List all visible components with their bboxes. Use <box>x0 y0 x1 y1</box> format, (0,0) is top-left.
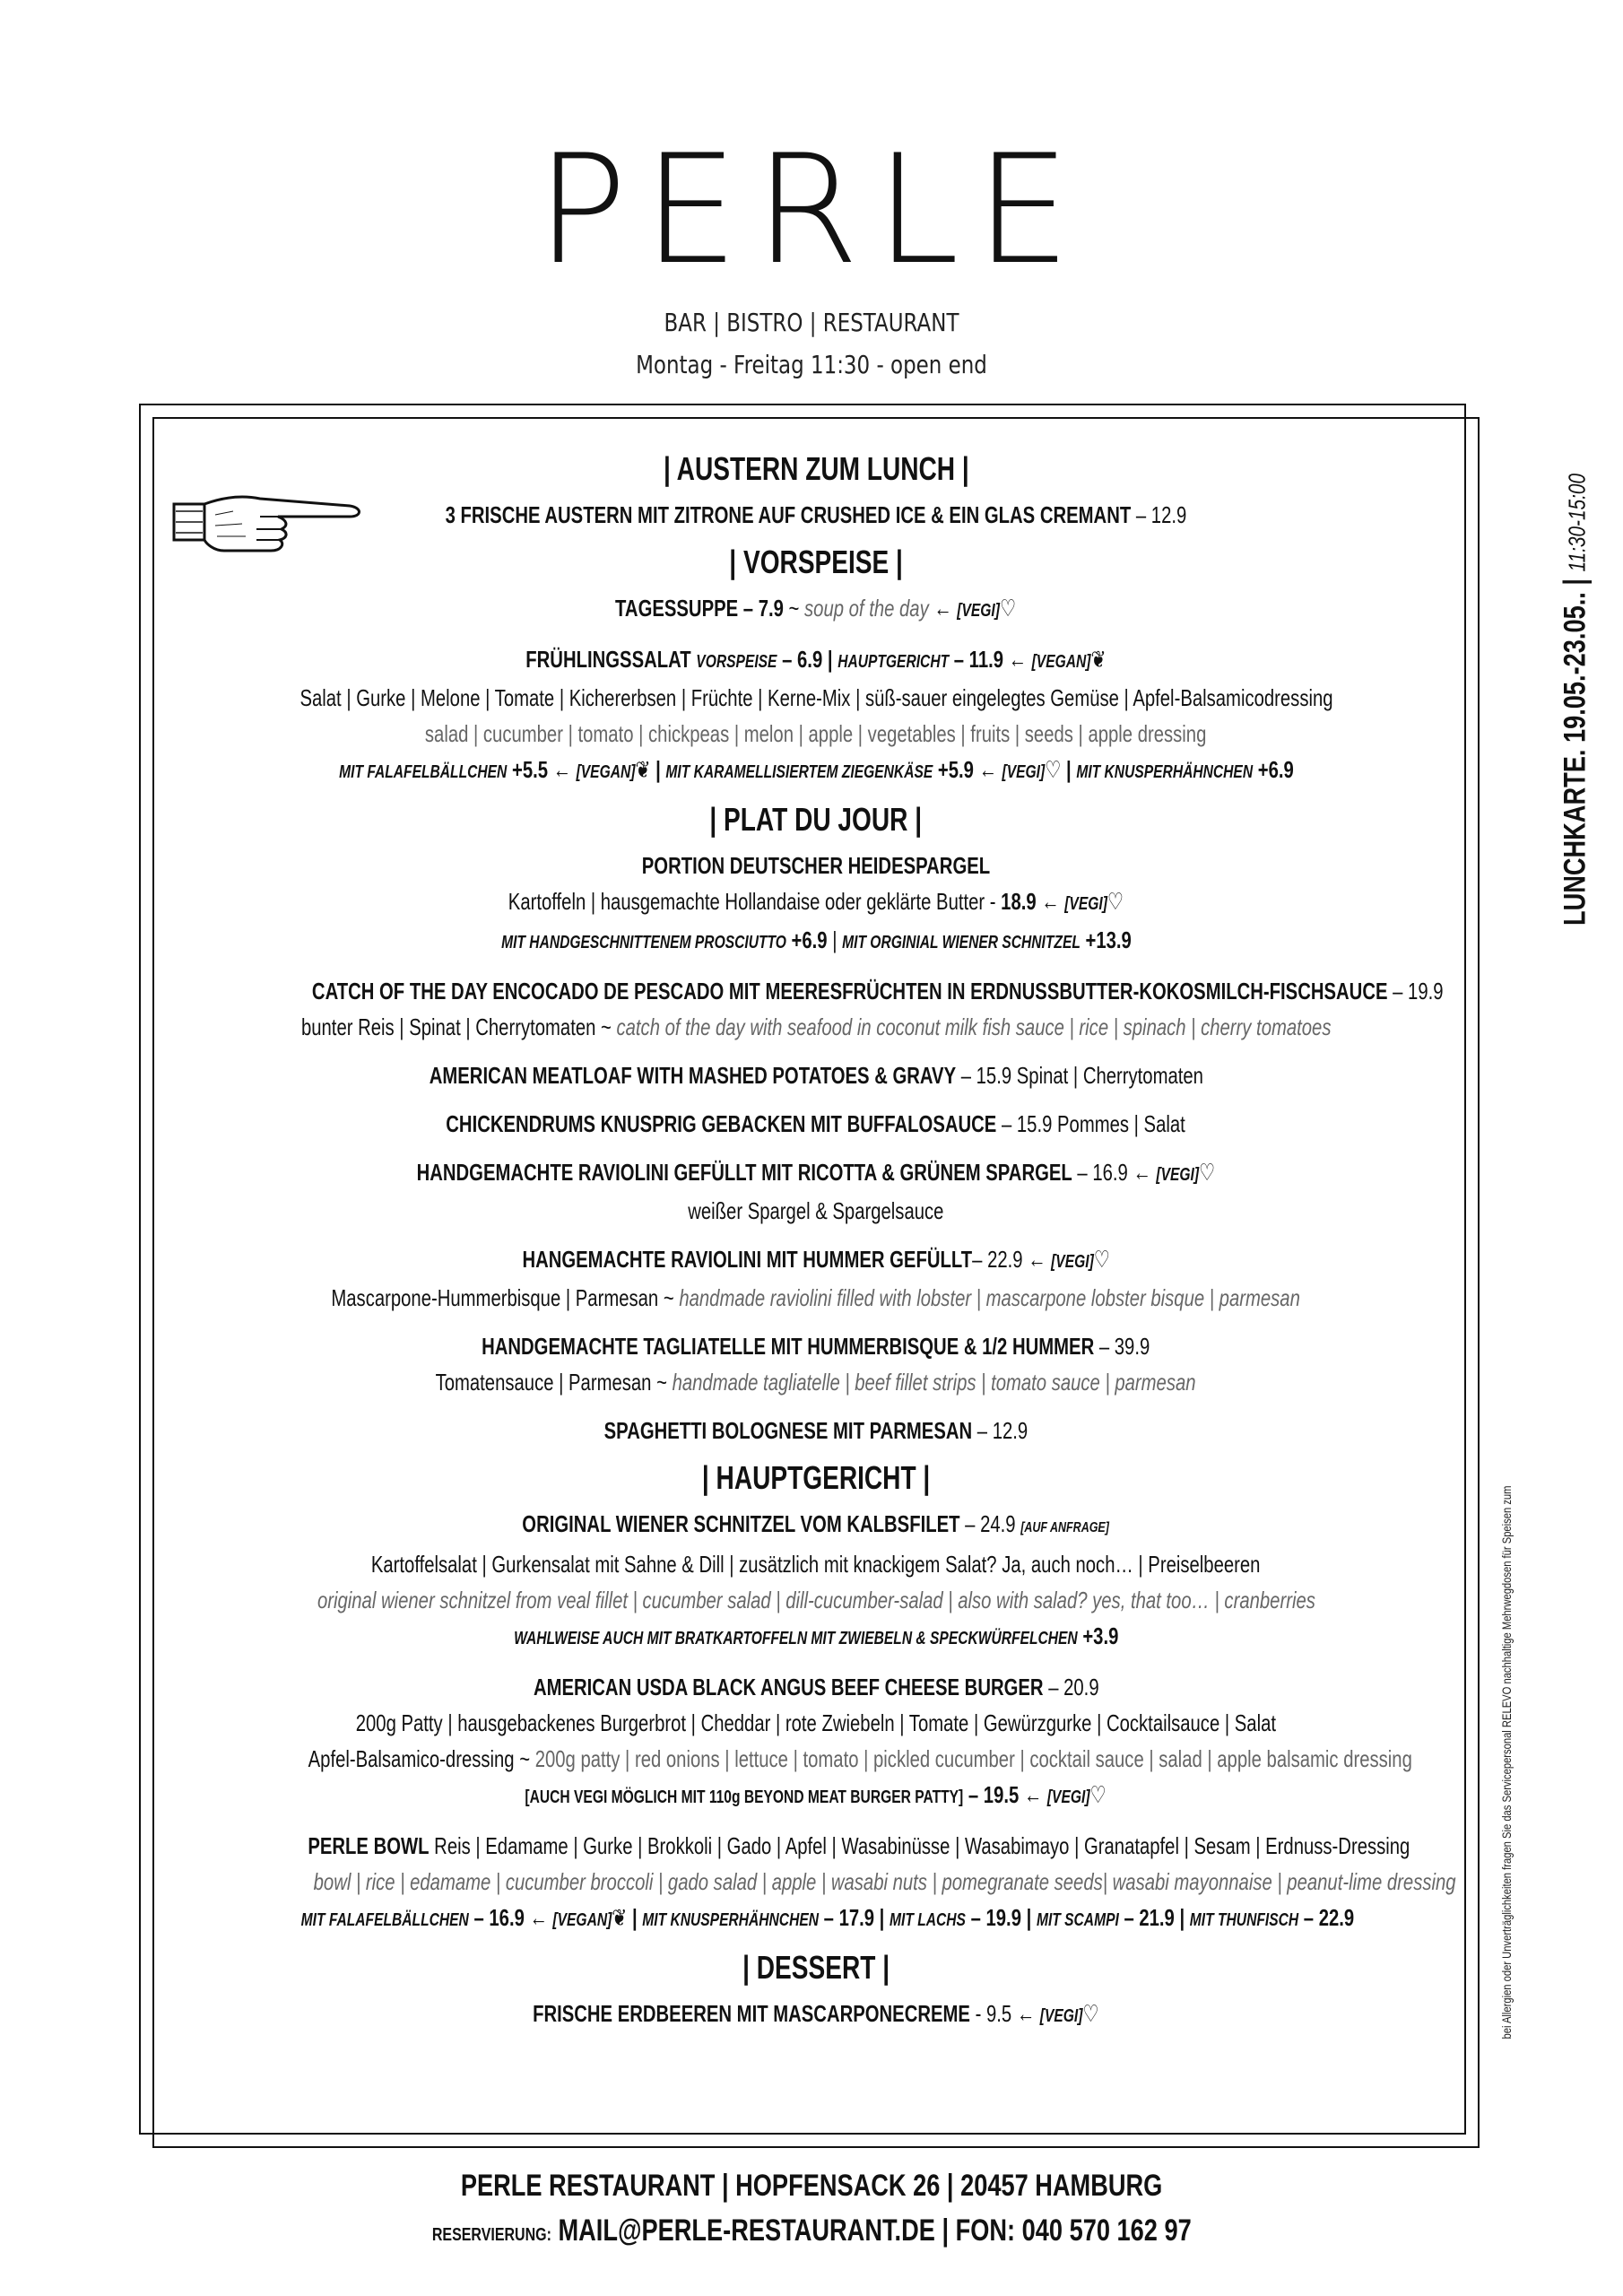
schnitzel-item: ORIGINAL WIENER SCHNITZEL VOM KALBSFILET – 24.9 [AUF ANFRAGE] <box>522 1510 1110 1537</box>
burger-item: AMERICAN USDA BLACK ANGUS BEEF CHEESE BURGER – 20.9 <box>533 1674 1099 1700</box>
arrow-left-icon: ← <box>978 756 997 783</box>
section-plat-du-jour: | PLAT DU JOUR | <box>709 801 923 838</box>
chickendrums-item: CHICKENDRUMS KNUSPRIG GEBACKEN MIT BUFFALOSAUCE – 15.9 Pommes | Salat <box>446 1110 1186 1137</box>
heart-icon: ♡ <box>1089 1781 1107 1808</box>
tagliatelle-desc: Tomatensauce | Parmesan ~ handmade tagliatelle | beef fillet strips | tomato sauce | parmesan <box>436 1369 1196 1396</box>
opening-hours: Montag - Freitag 11:30 - open end <box>636 350 987 379</box>
burger-desc-2: Apfel-Balsamico-dressing ~ 200g patty | red onions | lettuce | tomato | pickled cucumber | cocktail sauce | salad | apple balsamic dressing <box>308 1745 1412 1772</box>
arrow-left-icon: ← <box>1024 1781 1043 1808</box>
lunchkarte-label: LUNCHKARTE. 19.05.-23.05.. <box>1558 592 1593 926</box>
heart-icon: ♡ <box>1044 756 1061 783</box>
section-austern: | AUSTERN ZUM LUNCH | <box>663 450 969 487</box>
spargel-title: PORTION DEUTSCHER HEIDESPARGEL <box>641 852 991 879</box>
heart-icon: ♡ <box>1000 595 1017 622</box>
austern-item: 3 FRISCHE AUSTERN MIT ZITRONE AUF CRUSHED ICE & EIN GLAS CREMANT – 12.9 <box>445 501 1187 528</box>
fruehlingssalat-addons: MIT FALAFELBÄLLCHEN +5.5 ← [VEGAN]❦ | MIT KARAMELLISIERTEM ZIEGENKÄSE +5.9 ← [VEGI]♡ | MIT KNUSPERHÄHNCHEN +6.9 <box>338 756 1294 783</box>
tagessuppe-item: TAGESSUPPE – 7.9 ~ soup of the day ← [VEGI]♡ <box>615 595 1017 622</box>
reservierung-label: RESERVIERUNG: <box>431 2225 551 2245</box>
allergy-note-text: bei Allergien oder Unverträglichkeiten fragen Sie das Servicepersonal RELEVO nachhaltige Mehrwegdosen für Speisen zum <box>1499 1485 1514 2039</box>
ravioli-hummer-item: HANGEMACHTE RAVIOLINI MIT HUMMER GEFÜLLT– 22.9 ← [VEGI]♡ <box>522 1246 1110 1273</box>
arrow-left-icon: ← <box>933 595 953 622</box>
footer-address: PERLE RESTAURANT | HOPFENSACK 26 | 20457 HAMBURG <box>460 2169 1163 2203</box>
arrow-left-icon: ← <box>1016 2000 1036 2027</box>
heart-icon: ♡ <box>1199 1159 1216 1186</box>
perle-bowl-en: bowl | rice | edamame | cucumber broccoli | gado salad | apple | wasabi nuts | pomegranate seeds| wasabi mayonnaise | peanut-lime dressing <box>313 1868 1456 1895</box>
restaurant-logo: PERLE <box>536 122 1087 298</box>
arrow-left-icon: ← <box>1133 1159 1151 1186</box>
leaf-icon: ❦ <box>1090 646 1107 673</box>
allergy-note <box>1488 1435 1524 2090</box>
schnitzel-addon: WAHLWEISE AUCH MIT BRATKARTOFFELN MIT ZWIEBELN & SPECKWÜRFELCHEN +3.9 <box>513 1622 1119 1649</box>
arrow-left-icon: ← <box>529 1904 548 1931</box>
burger-vegi: [AUCH VEGI MÖGLICH MIT 110g BEYOND MEAT BURGER PATTY] – 19.5 ← [VEGI]♡ <box>525 1781 1107 1808</box>
footer-contact <box>0 2213 1623 2248</box>
heart-icon: ♡ <box>1082 2000 1099 2027</box>
spaghetti-item: SPAGHETTI BOLOGNESE MIT PARMESAN – 12.9 <box>603 1417 1028 1444</box>
section-hauptgericht: | HAUPTGERICHT | <box>701 1459 931 1496</box>
heart-icon: ♡ <box>1107 888 1124 915</box>
catch-title: CATCH OF THE DAY ENCOCADO DE PESCADO MIT MEERESFRÜCHTEN IN ERDNUSSBUTTER-KOKOSMILCH-FISCHSAUCE – 19.9 <box>311 978 1444 1004</box>
fruehlingssalat-desc: Salat | Gurke | Melone | Tomate | Kichererbsen | Früchte | Kerne-Mix | süß-sauer eingelegtes Gemüse | Apfel-Balsamicodressing <box>299 684 1333 711</box>
arrow-left-icon: ← <box>552 756 571 783</box>
ravioli-ricotta-item: HANDGEMACHTE RAVIOLINI GEFÜLLT MIT RICOTTA & GRÜNEM SPARGEL – 16.9 ← [VEGI]♡ <box>416 1159 1216 1186</box>
arrow-left-icon: ← <box>1027 1246 1046 1273</box>
menu-content <box>152 439 1480 2034</box>
tagliatelle-item: HANDGEMACHTE TAGLIATELLE MIT HUMMERBISQUE & 1/2 HUMMER – 39.9 <box>482 1333 1150 1360</box>
schnitzel-desc: Kartoffelsalat | Gurkensalat mit Sahne & Dill | zusätzlich mit knackigem Salat? Ja, auch noch… | Preiselbeeren <box>371 1551 1261 1578</box>
ravioli-ricotta-desc: weißer Spargel & Spargelsauce <box>688 1197 944 1224</box>
burger-desc: 200g Patty | hausgebackenes Burgerbrot | Cheddar | rote Zwiebeln | Tomate | Gewürzgurke | Cocktailsauce | Salat <box>355 1709 1277 1736</box>
lunch-hours: 11:30-15:00 <box>1563 473 1591 572</box>
heart-icon: ♡ <box>1093 1246 1110 1273</box>
arrow-left-icon: ← <box>1008 646 1028 673</box>
contact-info[interactable]: MAIL@PERLE-RESTAURANT.DE | FON: 040 570 162 97 <box>558 2213 1192 2248</box>
arrow-left-icon: ← <box>1041 888 1060 915</box>
perle-bowl-options: MIT FALAFELBÄLLCHEN – 16.9 ← [VEGAN]❦ | MIT KNUSPERHÄHNCHEN – 17.9 | MIT LACHS – 19.9 | MIT SCAMPI – 21.9 | MIT THUNFISCH – 22.9 <box>300 1904 1355 1931</box>
perle-bowl-item: PERLE BOWL Reis | Edamame | Gurke | Brokkoli | Gado | Apfel | Wasabinüsse | Wasabimayo | Granatapfel | Sesam | Erdnuss-Dressing <box>308 1832 1410 1859</box>
fruehlingssalat-en: salad | cucumber | tomato | chickpeas | melon | apple | vegetables | fruits | seeds | apple dressing <box>425 720 1207 747</box>
section-dessert: | DESSERT | <box>742 1949 890 1986</box>
leaf-icon: ❦ <box>634 756 650 783</box>
lunchkarte-vertical: LUNCHKARTE. 19.05.-23.05.. | 11:30-15:00 <box>1558 473 1593 926</box>
section-vorspeise: | VORSPEISE | <box>729 544 903 580</box>
leaf-icon: ❦ <box>612 1904 628 1931</box>
catch-desc: bunter Reis | Spinat | Cherrytomaten ~ catch of the day with seafood in coconut milk fish sauce | rice | spinach | cherry tomatoes <box>300 1013 1332 1040</box>
meatloaf-item: AMERICAN MEATLOAF WITH MASHED POTATOES & GRAVY – 15.9 Spinat | Cherrytomaten <box>429 1062 1203 1089</box>
ravioli-hummer-desc: Mascarpone-Hummerbisque | Parmesan ~ handmade raviolini filled with lobster | mascarpone lobster bisque | parmesan <box>331 1284 1301 1311</box>
erdbeeren-item: FRISCHE ERDBEEREN MIT MASCARPONECREME - 9.5 ← [VEGI]♡ <box>533 2000 1099 2027</box>
schnitzel-en: original wiener schnitzel from veal fillet | cucumber salad | dill-cucumber-salad | also with salad? yes, that too… | cranberries <box>317 1587 1315 1613</box>
spargel-addons: MIT HANDGESCHNITTENEM PROSCIUTTO +6.9 | MIT ORGINIAL WIENER SCHNITZEL +13.9 <box>500 926 1132 953</box>
tagline: BAR | BISTRO | RESTAURANT <box>664 308 959 337</box>
fruehlingssalat-item: FRÜHLINGSSALAT VORSPEISE – 6.9 | HAUPTGERICHT – 11.9 ← [VEGAN]❦ <box>525 646 1107 673</box>
spargel-desc: Kartoffeln | hausgemachte Hollandaise oder geklärte Butter - 18.9 ← [VEGI]♡ <box>508 888 1124 915</box>
